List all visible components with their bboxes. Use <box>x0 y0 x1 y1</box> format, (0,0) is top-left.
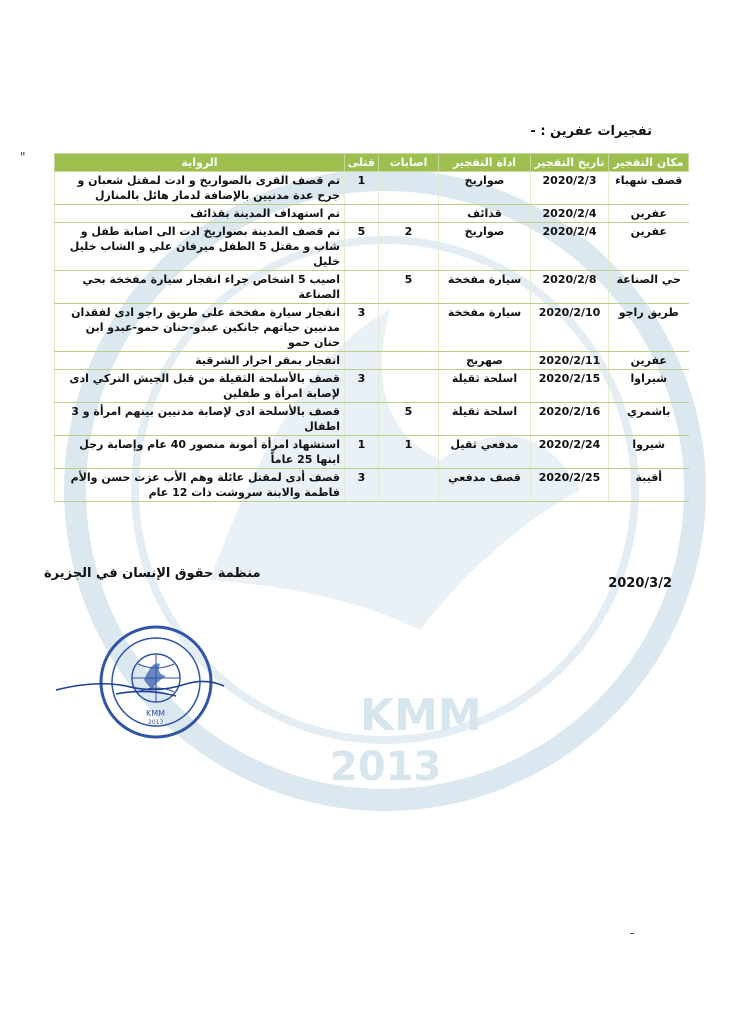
document-date: 2020/3/2 <box>608 576 672 591</box>
cell-injuries <box>379 370 439 403</box>
cell-killed: 3 <box>345 469 379 502</box>
cell-narrative: انفجار بمقر احرار الشرقية <box>55 352 345 370</box>
table-row <box>55 205 689 223</box>
cell-date: 2020/2/8 <box>531 271 609 304</box>
cell-injuries: 5 <box>379 271 439 304</box>
cell-injuries <box>379 352 439 370</box>
cell-killed: 3 <box>345 304 379 352</box>
cell-killed <box>345 403 379 436</box>
cell-killed: 3 <box>345 370 379 403</box>
organization-stamp <box>56 620 226 750</box>
table-row <box>55 370 689 403</box>
table-header-row <box>55 154 689 172</box>
cell-injuries <box>379 205 439 223</box>
cell-place: عفرين <box>609 352 689 370</box>
organization-name: منظمة حقوق الإنسان في الجزيرة <box>44 566 261 581</box>
header-narrative: الرواية <box>55 154 345 172</box>
cell-injuries <box>379 172 439 205</box>
cell-tool: صهريج <box>439 352 531 370</box>
cell-injuries: 5 <box>379 403 439 436</box>
table-row <box>55 172 689 205</box>
cell-date: 2020/2/24 <box>531 436 609 469</box>
cell-place: حي الصناعة <box>609 271 689 304</box>
cell-tool: سيارة مفخخة <box>439 304 531 352</box>
cell-killed: 1 <box>345 436 379 469</box>
table-row <box>55 469 689 502</box>
cell-place: باشمري <box>609 403 689 436</box>
cell-injuries <box>379 469 439 502</box>
cell-tool: صواريخ <box>439 172 531 205</box>
table-row <box>55 436 689 469</box>
table-row <box>55 271 689 304</box>
cell-tool: صواريخ <box>439 223 531 271</box>
cell-narrative: تم قصف القرى بالصواريخ و ادت لمقتل شعبان و جرح عدة مدنيين بالإضافة لدمار هائل بالمنازل <box>55 172 345 205</box>
cell-date: 2020/2/10 <box>531 304 609 352</box>
header-injuries: اصابات <box>379 154 439 172</box>
cell-tool: اسلحة ثقيلة <box>439 403 531 436</box>
cell-date: 2020/2/3 <box>531 172 609 205</box>
cell-place: قصف شهباء <box>609 172 689 205</box>
header-killed: قتلى <box>345 154 379 172</box>
cell-narrative: قصف أدى لمقتل عائلة وهم الأب عزت حسن والأم فاطمة والابنة سروشت ذات 12 عام <box>55 469 345 502</box>
cell-date: 2020/2/4 <box>531 223 609 271</box>
cell-injuries: 1 <box>379 436 439 469</box>
cell-narrative: قصف بالأسلحة الثقيلة من قبل الجيش التركي ادى لإصابة امرأة و طفلين <box>55 370 345 403</box>
bottom-mark: - <box>630 926 635 940</box>
header-date: تاريخ التفجير <box>531 154 609 172</box>
cell-killed <box>345 205 379 223</box>
heading-bullet: - <box>530 124 536 139</box>
table-row <box>55 352 689 370</box>
cell-date: 2020/2/4 <box>531 205 609 223</box>
cell-tool: اسلحة ثقيلة <box>439 370 531 403</box>
cell-date: 2020/2/15 <box>531 370 609 403</box>
header-tool: اداة التفجير <box>439 154 531 172</box>
stray-mark: " <box>20 150 26 164</box>
table-row <box>55 223 689 271</box>
cell-killed: 5 <box>345 223 379 271</box>
cell-place: أقيبة <box>609 469 689 502</box>
cell-narrative: تم قصف المدينة بصواريخ ادت الى اصابة طفل و شاب و مقتل 5 الطفل ميرفان علي و الشاب خليل خليل <box>55 223 345 271</box>
table-row <box>55 403 689 436</box>
cell-place: شيروا <box>609 436 689 469</box>
cell-narrative: تم استهداف المدينة بقذائف <box>55 205 345 223</box>
cell-place: شيراوا <box>609 370 689 403</box>
cell-narrative: اصيب 5 اشخاص جراء انفجار سيارة مفخخة بحي الصناعة <box>55 271 345 304</box>
cell-killed <box>345 352 379 370</box>
cell-date: 2020/2/11 <box>531 352 609 370</box>
cell-place: طريق راجو <box>609 304 689 352</box>
cell-tool: قصف مدفعي <box>439 469 531 502</box>
cell-narrative: قصف بالأسلحة ادى لإصابة مدنيين بينهم امرأة و 3 اطفال <box>55 403 345 436</box>
cell-tool: مدفعي ثقيل <box>439 436 531 469</box>
explosions-table <box>54 153 689 502</box>
stamp-initials: KMM <box>146 709 166 718</box>
cell-date: 2020/2/25 <box>531 469 609 502</box>
cell-injuries <box>379 304 439 352</box>
cell-narrative: استشهاد امرأة أمونة منصور 40 عام وإصابة رجل ابنها 25 عاماً <box>55 436 345 469</box>
stamp-year: 2013 <box>148 719 164 726</box>
cell-tool: سيارة مفخخة <box>439 271 531 304</box>
watermark-initials: KMM <box>360 690 482 741</box>
cell-tool: قذائف <box>439 205 531 223</box>
heading-title: تفجيرات عفرين : <box>540 124 652 139</box>
header-place: مكان التفجير <box>609 154 689 172</box>
cell-injuries: 2 <box>379 223 439 271</box>
cell-place: عفرين <box>609 223 689 271</box>
cell-narrative: انفجار سيارة مفخخة على طريق راجو ادى لفقدان مدنيين حياتهم جانكين عبدو-حنان حمو-عبدو ابن حنان حمو <box>55 304 345 352</box>
section-heading <box>512 124 652 139</box>
cell-place: عفرين <box>609 205 689 223</box>
cell-killed <box>345 271 379 304</box>
cell-killed: 1 <box>345 172 379 205</box>
table-row <box>55 304 689 352</box>
watermark-year: 2013 <box>330 744 442 790</box>
cell-date: 2020/2/16 <box>531 403 609 436</box>
